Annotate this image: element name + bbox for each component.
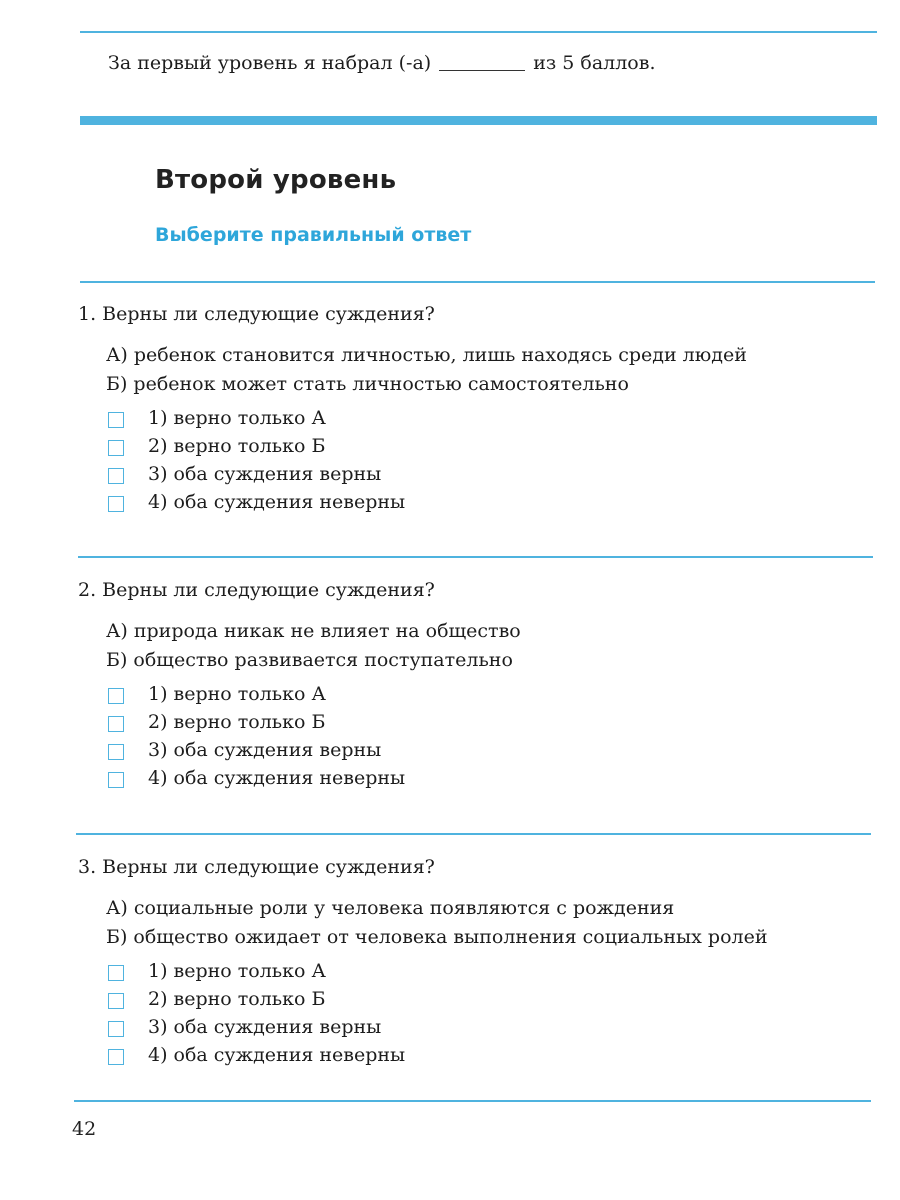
option-label: 3) оба суждения верны bbox=[148, 739, 382, 761]
instruction: Выберите правильный ответ bbox=[155, 224, 472, 246]
checkbox[interactable] bbox=[108, 440, 124, 456]
question-heading: 2. Верны ли следующие суждения? bbox=[78, 579, 435, 601]
judgments bbox=[106, 894, 878, 952]
option-label: 2) верно только Б bbox=[148, 711, 326, 733]
question-heading: 1. Верны ли следующие суждения? bbox=[78, 303, 435, 325]
question-2 bbox=[78, 578, 878, 792]
question-heading: 3. Верны ли следующие суждения? bbox=[78, 856, 435, 878]
checkbox[interactable] bbox=[108, 496, 124, 512]
answer-option[interactable] bbox=[108, 764, 878, 792]
question-divider-1 bbox=[80, 281, 875, 283]
option-label: 4) оба суждения неверны bbox=[148, 767, 406, 789]
judgment-b: Б) ребенок может стать личностью самостоятельно bbox=[106, 373, 629, 395]
page-number: 42 bbox=[72, 1118, 97, 1140]
answer-option[interactable] bbox=[108, 1013, 878, 1041]
judgment-a: А) природа никак не влияет на общество bbox=[106, 620, 521, 642]
judgment-a: А) ребенок становится личностью, лишь находясь среди людей bbox=[106, 344, 747, 366]
score-text-after: из 5 баллов. bbox=[533, 52, 656, 74]
checkbox[interactable] bbox=[108, 993, 124, 1009]
option-label: 3) оба суждения верны bbox=[148, 463, 382, 485]
question-divider-2 bbox=[78, 556, 873, 558]
level-title: Второй уровень bbox=[155, 165, 397, 195]
checkbox[interactable] bbox=[108, 1021, 124, 1037]
checkbox[interactable] bbox=[108, 468, 124, 484]
judgment-b: Б) общество развивается поступательно bbox=[106, 649, 513, 671]
checkbox[interactable] bbox=[108, 965, 124, 981]
score-text-before: За первый уровень я набрал (-а) bbox=[108, 52, 432, 74]
checkbox[interactable] bbox=[108, 688, 124, 704]
answer-options bbox=[108, 404, 878, 516]
score-blank-field[interactable] bbox=[439, 70, 525, 71]
option-label: 2) верно только Б bbox=[148, 435, 326, 457]
judgments bbox=[106, 341, 878, 399]
answer-options bbox=[108, 680, 878, 792]
checkbox[interactable] bbox=[108, 744, 124, 760]
judgment-b: Б) общество ожидает от человека выполнения социальных ролей bbox=[106, 926, 768, 948]
checkbox[interactable] bbox=[108, 772, 124, 788]
option-label: 1) верно только А bbox=[148, 683, 326, 705]
answer-option[interactable] bbox=[108, 708, 878, 736]
checkbox[interactable] bbox=[108, 1049, 124, 1065]
option-label: 3) оба суждения верны bbox=[148, 1016, 382, 1038]
judgments bbox=[106, 617, 878, 675]
answer-option[interactable] bbox=[108, 680, 878, 708]
bottom-divider bbox=[74, 1100, 871, 1102]
question-divider-3 bbox=[76, 833, 871, 835]
answer-option[interactable] bbox=[108, 736, 878, 764]
judgment-a: А) социальные роли у человека появляются с рождения bbox=[106, 897, 675, 919]
score-line bbox=[108, 52, 655, 74]
section-divider bbox=[80, 116, 877, 125]
option-label: 1) верно только А bbox=[148, 407, 326, 429]
option-label: 4) оба суждения неверны bbox=[148, 1044, 406, 1066]
option-label: 1) верно только А bbox=[148, 960, 326, 982]
answer-option[interactable] bbox=[108, 404, 878, 432]
answer-option[interactable] bbox=[108, 488, 878, 516]
answer-option[interactable] bbox=[108, 957, 878, 985]
checkbox[interactable] bbox=[108, 716, 124, 732]
answer-option[interactable] bbox=[108, 985, 878, 1013]
question-1 bbox=[78, 302, 878, 516]
answer-option[interactable] bbox=[108, 432, 878, 460]
top-divider bbox=[80, 31, 877, 33]
answer-option[interactable] bbox=[108, 1041, 878, 1069]
option-label: 2) верно только Б bbox=[148, 988, 326, 1010]
option-label: 4) оба суждения неверны bbox=[148, 491, 406, 513]
checkbox[interactable] bbox=[108, 412, 124, 428]
answer-option[interactable] bbox=[108, 460, 878, 488]
answer-options bbox=[108, 957, 878, 1069]
question-3 bbox=[78, 855, 878, 1069]
